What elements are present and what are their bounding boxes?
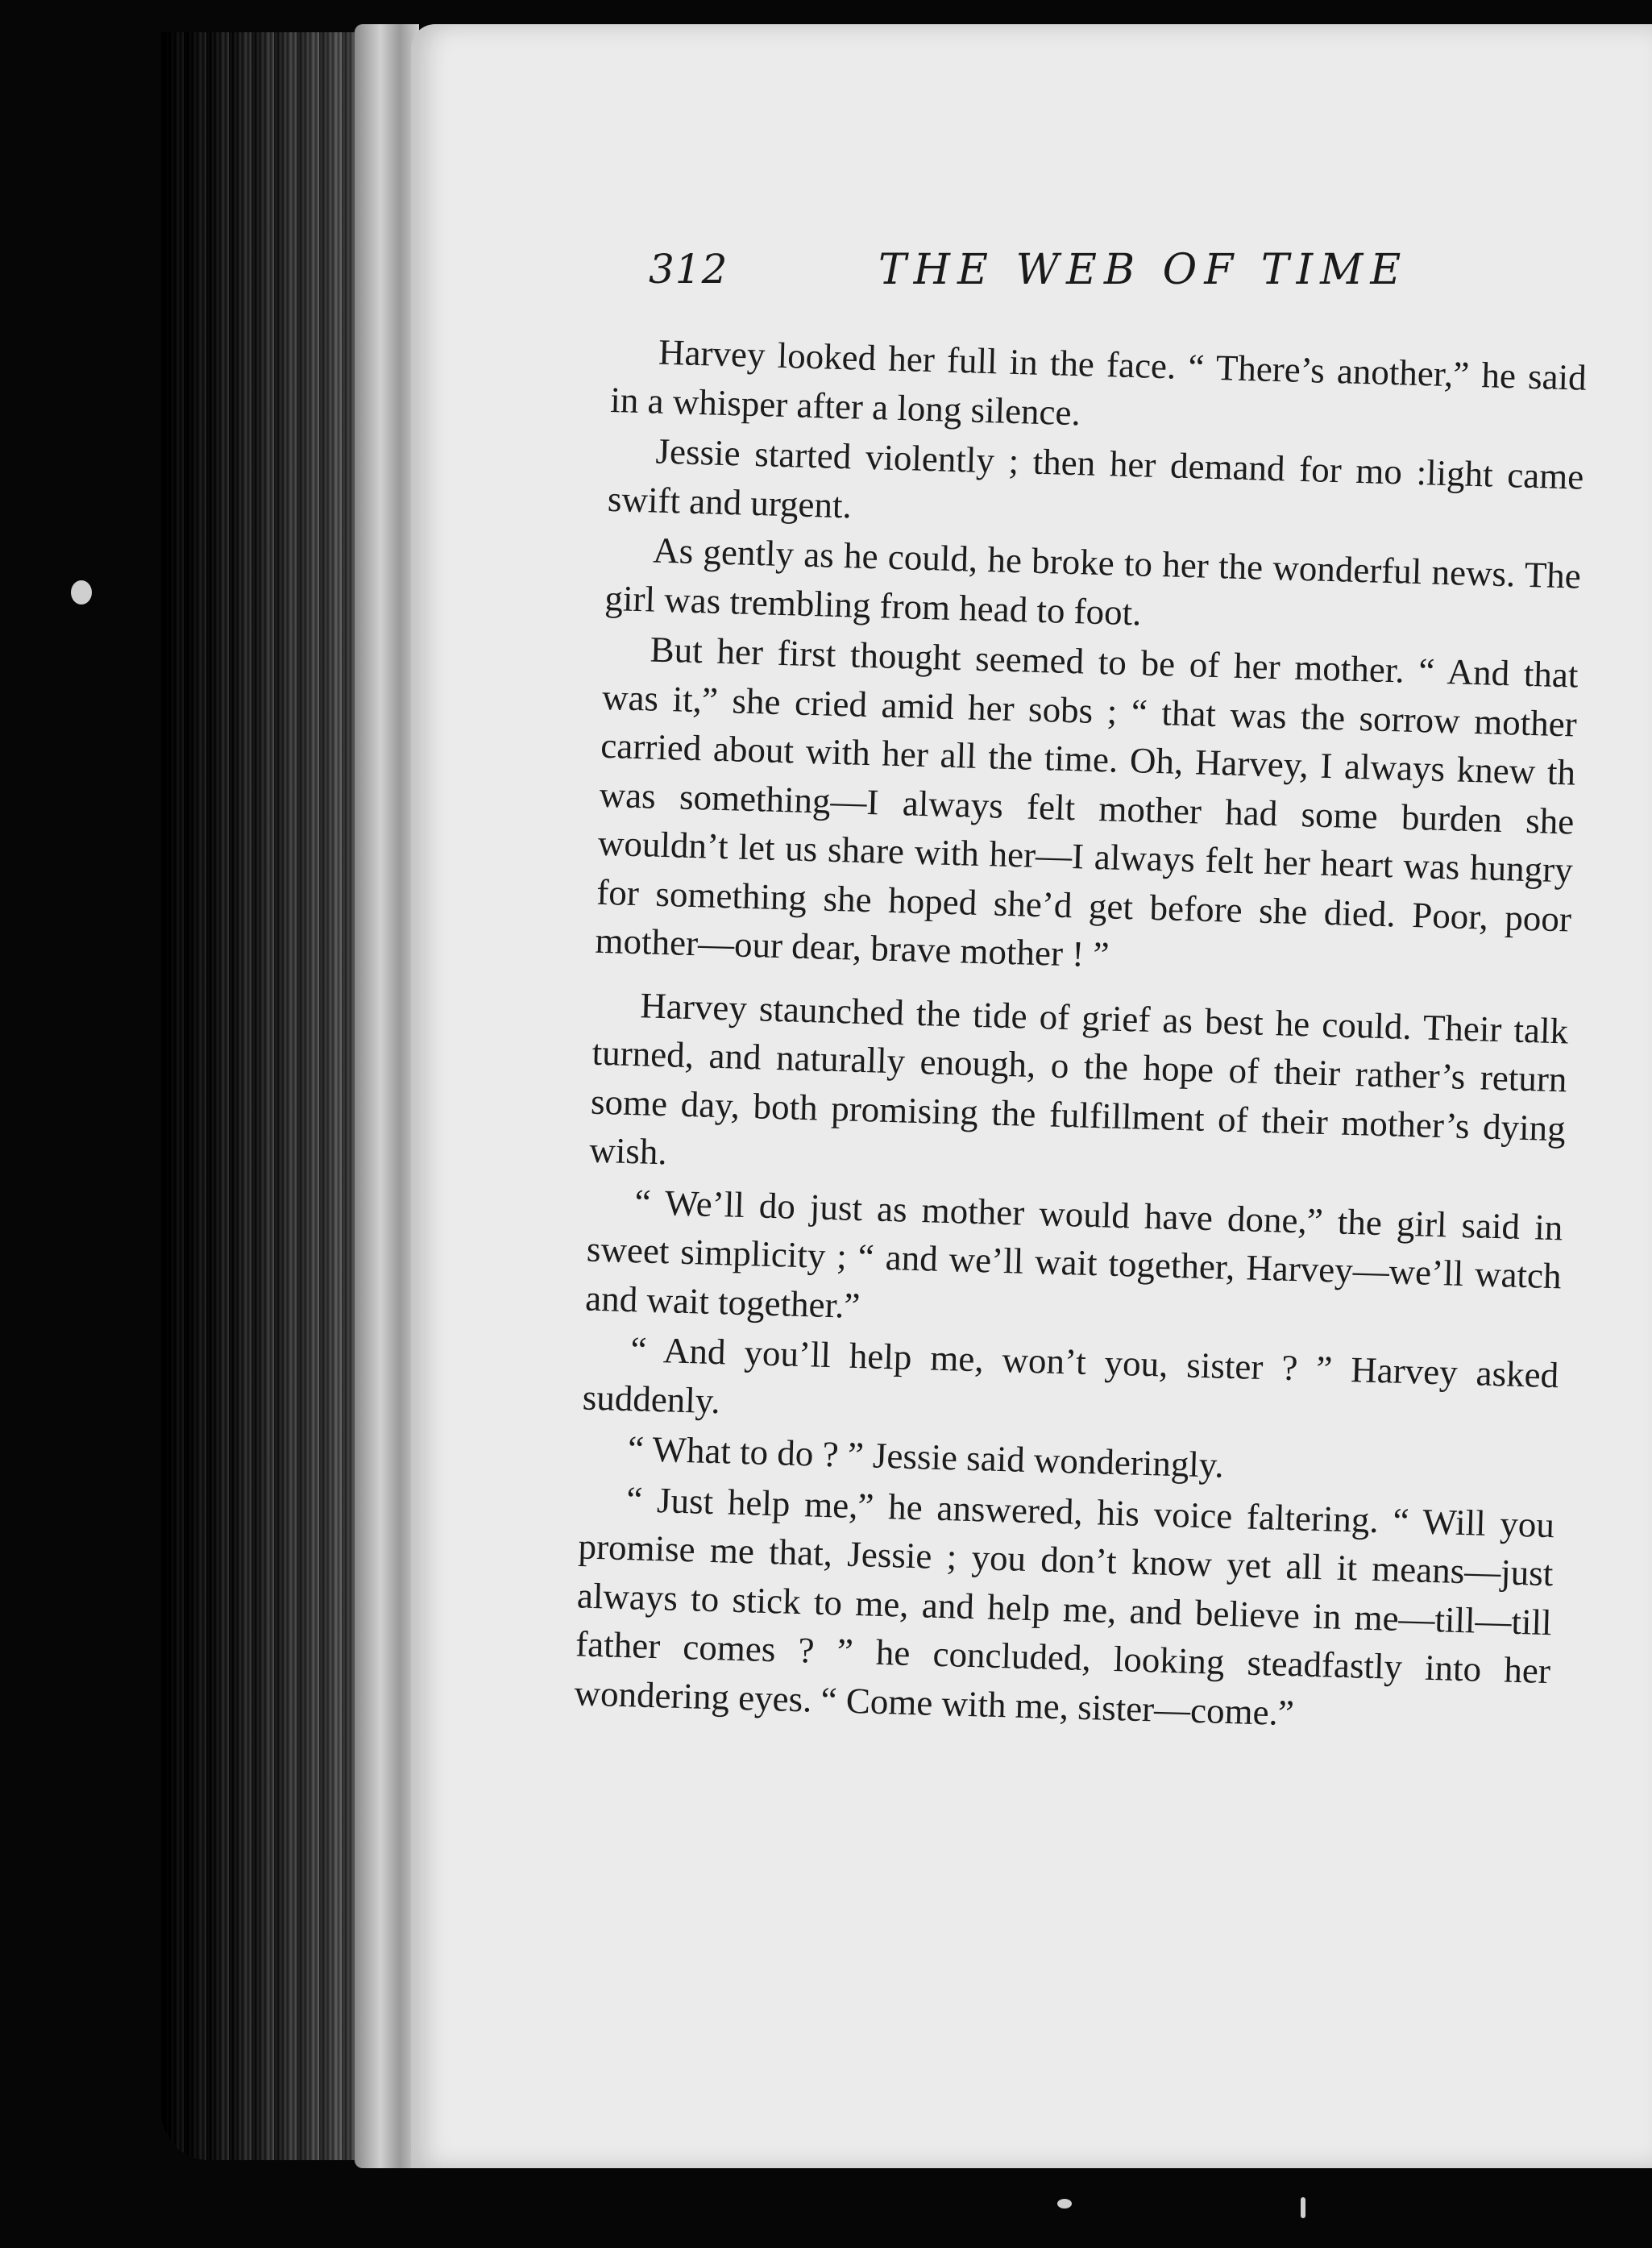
body-text (574, 326, 1588, 1746)
page-header (649, 246, 1414, 318)
paragraph: Harvey staunched the tide of grief as best he could. Their talk turned, and naturally enough, o the hope of their rather’s return some day, both promising the fulfillment of their mother’s dying wish. (588, 984, 1569, 1173)
paragraph: “ What to do ? ” Jessie said wonderingly. (627, 1428, 1225, 1486)
paragraph: But her first thought seemed to be of her mother. “ And that was it,” she cried amid her sobs ; “ that was the sorrow mother carried about with her all the time. Oh, Harvey, I always knew th was something—I always felt mother had some burden she wouldn’t let us share with her—I always felt her heart was hungry for something she hoped she’d get before she died. Poor, poor mother—our dear, brave mother ! ” (595, 629, 1579, 975)
dust-speck (1301, 2197, 1305, 2218)
dust-speck (1057, 2199, 1072, 2209)
page-number: 312 (649, 246, 728, 293)
paragraph: “ And you’ll help me, won’t you, sister ? ” Harvey asked suddenly. (582, 1329, 1559, 1421)
paragraph: Harvey looked her full in the face. “ There’s another,” he said in a whisper after a long silence. (609, 331, 1588, 433)
paragraph: Jessie started violently ; then her demand for mo :light came swift and urgent. (607, 430, 1584, 526)
running-head: THE WEB OF TIME (878, 246, 1409, 294)
paragraph: As gently as he could, he broke to her the wonderful news. The girl was trembling from head to foot. (604, 530, 1582, 633)
paragraph: “ Just help me,” he answered, his voice faltering. “ Will you promise me that, Jessie ; you don’t know yet all it means—just always to stick to me, and help me, and believe in me—till—till father comes ? ” he concluded, looking steadfastly into her wondering eyes. “ Come with me, sister—come.” (573, 1478, 1555, 1733)
dust-speck (71, 580, 92, 605)
paragraph: “ We’ll do just as mother would have done,” the girl said in sweet simplicity ; “ and we’ll wait together, Harvey—we’ll watch and wait together.” (584, 1181, 1563, 1326)
page-gutter (355, 24, 419, 2168)
